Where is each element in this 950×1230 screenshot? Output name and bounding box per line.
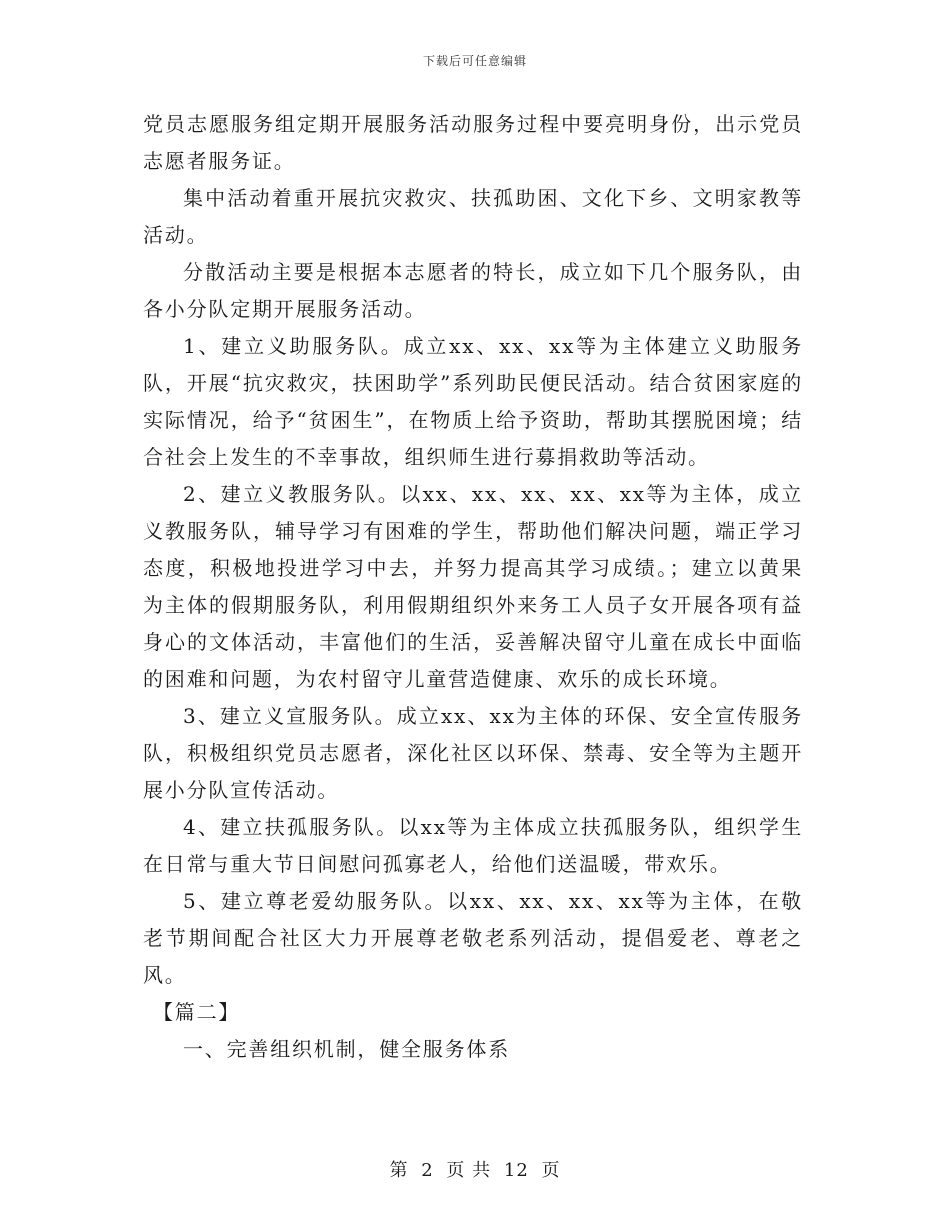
subsection-heading: 一、完善组织机制，健全服务体系: [183, 1037, 510, 1061]
section-heading: 【篇二】: [153, 1000, 241, 1024]
paragraph-6: 3、建立义宣服务队。成立xx、xx为主体的环保、安全宣传服务队，积极组织党员志愿者，深化社区以环保、禁毒、安全等为主题开展小分队宣传活动。: [143, 704, 803, 802]
footer-suffix: 页: [541, 1160, 561, 1181]
document-body: [143, 106, 803, 1068]
footer-page-number: 2: [421, 1160, 434, 1181]
paragraph-3: 分散活动主要是根据本志愿者的特长，成立如下几个服务队，由各小分队定期开展服务活动。: [143, 260, 803, 321]
paragraph-4: 1、建立义助服务队。成立xx、xx、xx等为主体建立义助服务队，开展“抗灾救灾，扶困助学”系列助民便民活动。结合贫困家庭的实际情况，给予“贫困生”，在物质上给予资助，帮助其摆脱困境；结合社会上发生的不幸事故，组织师生进行募捐救助等活动。: [143, 334, 803, 469]
paragraph-1: 党员志愿服务组定期开展服务活动服务过程中要亮明身份，出示党员志愿者服务证。: [143, 112, 803, 173]
footer-prefix: 第: [389, 1160, 409, 1181]
paragraph-7: 4、建立扶孤服务队。以xx等为主体成立扶孤服务队，组织学生在日常与重大节日间慰问孤寡老人，给他们送温暖，带欢乐。: [143, 815, 803, 876]
footer-total-pages: 12: [503, 1160, 529, 1181]
page-footer: [0, 1156, 950, 1182]
page-header: 下载后可任意编辑: [422, 54, 527, 68]
paragraph-2: 集中活动着重开展抗灾救灾、扶孤助困、文化下乡、文明家教等活动。: [143, 186, 803, 247]
paragraph-8: 5、建立尊老爱幼服务队。以xx、xx、xx、xx等为主体，在敬老节期间配合社区大力开展尊老敬老系列活动，提倡爱老、尊老之风。: [143, 889, 803, 987]
footer-mid: 页 共: [446, 1160, 492, 1181]
paragraph-5: 2、建立义教服务队。以xx、xx、xx、xx、xx等为主体，成立义教服务队，辅导学习有困难的学生，帮助他们解决问题，端正学习态度，积极地投进学习中去，并努力提高其学习成绩。；建立以黄果为主体的假期服务队，利用假期组织外来务工人员子女开展各项有益身心的文体活动，丰富他们的生活，妥善解决留守儿童在成长中面临的困难和问题，为农村留守儿童营造健康、欢乐的成长环境。: [143, 482, 803, 691]
